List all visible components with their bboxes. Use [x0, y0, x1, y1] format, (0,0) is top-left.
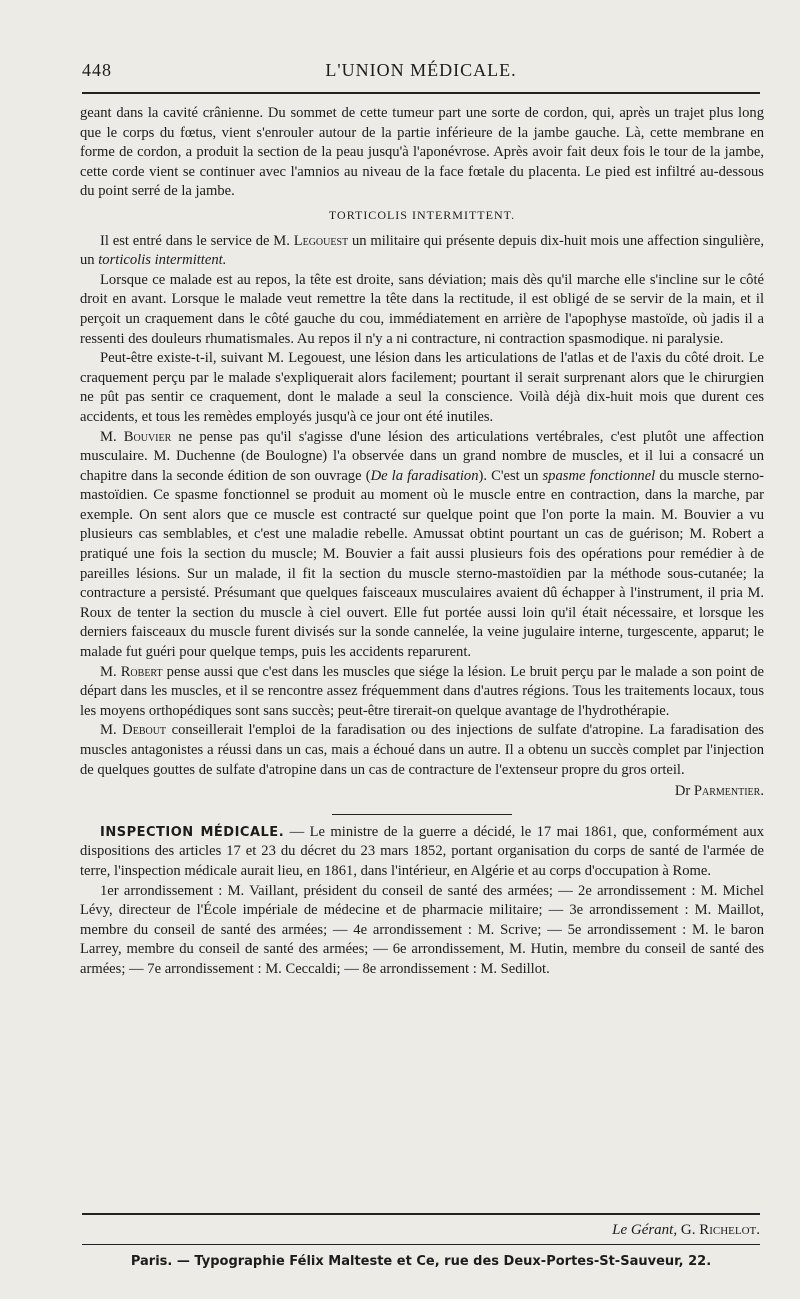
header-rule — [82, 92, 760, 94]
signature: Dr Parmentier. — [674, 783, 764, 800]
inspection-paragraph-2: 1er arrondissement : M. Vaillant, président du conseil de santé des armées; — 2e arrondissement : M. Michel Lévy, directeur de l'École impériale de médecine et de pharmacie militaire; — 3e arrondissement : M. Maillot, membre du conseil de santé des armées; — 4e arrondissement : M. Scrive; — 5e arrondissement : M. le baron Larrey, membre du conseil de santé des armées; — 6e arrondissement, M. Hutin, membre du conseil de santé des armées; — 7e arrondissement : M. Ceccaldi; — 8e arrondissement : M. Sedillot. — [80, 882, 764, 977]
page-number: 448 — [82, 60, 112, 80]
page-header — [82, 60, 760, 86]
torticolis-paragraph-4: M. Bouvier ne pense pas qu'il s'agisse d'une lésion des articulations vertébrales, c'est plutôt une affection musculaire. M. Duchenne (de Boulogne) l'a observée dans un grand nombre de muscles, et il lui a consacré un chapitre dans la seconde édition de son ouvrage (De la faradisation). C'est un spasme fonctionnel du muscle sterno-mastoïdien. Ce spasme fonctionnel se produit au moment où le muscle entre en contraction, dans la marche, par exemple. On sent alors que ce muscle est contracté sur quelque point que l'on porte la main. M. Bouvier a vu plusieurs cas semblables, et c'est une maladie rebelle. Amussat obtint pourtant un cas de guérison; M. Robert a pratiqué une fois la section du muscle; M. Bouvier a fait aussi plusieurs fois des opérations pour remédier à de pareilles lésions. Sur un malade, il fit la section du muscle sterno-mastoïdien par la méthode sous-cutanée; la contracture a persisté. Présumant que quelques faisceaux musculaires avaient dû échapper à l'instrument, il pria M. Roux de tenter la section du muscle à ciel ouvert. Elle fut portée aussi loin qu'il était nécessaire, et lorsque les derniers faisceaux du muscle furent divisés sur la sonde cannelée, la veine jugulaire interne, turgescente, apparut; le malade fut guéri pour quelque temps, puis les accidents reparurent. — [80, 428, 765, 661]
torticolis-paragraph-6: M. Debout conseillerait l'emploi de la faradisation ou des injections de sulfate d'atropine. La faradisation des muscles antagonistes a réussi dans un cas, mais a échoué dans un autre. Il a obtenu un succès complet par l'injection de quelques gouttes de sulfate d'atropine dans un cas de contracture de l'extenseur propre du gros orteil. — [80, 722, 764, 778]
author-name: Legouest — [293, 232, 349, 249]
author-name: Debout — [122, 722, 167, 739]
section-divider — [332, 814, 512, 815]
section-heading-torticolis: TORTICOLIS INTERMITTENT. — [328, 207, 516, 222]
author-name: Bouvier — [123, 428, 172, 445]
torticolis-paragraph-2: Lorsque ce malade est au repos, la tête est droite, sans déviation; mais dès qu'il marche elle s'incline sur le côté droit en avant. Lorsque le malade veut remettre la tête dans la rectitude, il est obligé de se servir de la main, et il perçoit un craquement dans le côté gauche du cou, immédiatement en arrière de l'apophyse mastoïde, où jadis il a ressenti des douleurs rhumatismales. Au repos il n'y a ni contracture, ni contraction spasmodique. ni paralysie. — [80, 271, 764, 347]
gerant-line: Le Gérant, G. Richelot. — [612, 1222, 760, 1238]
article-body — [80, 104, 764, 980]
printer-imprint: Paris. — Typographie Félix Malteste et Ce, rue des Deux-Portes-St-Sauveur, 22. — [130, 1254, 712, 1269]
torticolis-paragraph-1: Il est entré dans le service de M. Legouest un militaire qui présente depuis dix-huit mois une affection singulière, un torticolis intermittent. — [80, 232, 764, 269]
torticolis-paragraph-3: Peut-être existe-t-il, suivant M. Legouest, une lésion dans les articulations de l'atlas et de l'axis du côté droit. Le craquement perçu par le malade s'expliquerait alors facilement; pourtant il serait surprenant alors que le chirurgien ne pût pas sentir ce craquement, dont le malade a seul la conscience. Voilà déjà dix-huit mois que durent ces accidents, et tous les remèdes employés jusqu'à ce jour ont été inutiles. — [80, 350, 764, 425]
journal-title: L'UNION MÉDICALE. — [325, 60, 517, 80]
section-heading-inspection: INSPECTION MÉDICALE. — [100, 824, 285, 840]
torticolis-paragraph-5: M. Robert pense aussi que c'est dans les muscles que siége la lésion. Le bruit perçu par le malade a son point de départ dans les muscles, et il se rencontre assez fréquemment dans d'autres régions. Tous les traitements locaux, tous les moyens orthopédiques sont sans succès; peut-être tirerait-on quelque avantage de l'hydrothérapie. — [80, 663, 764, 719]
author-name: Robert — [120, 663, 163, 680]
inspection-paragraph-1: INSPECTION MÉDICALE. — Le ministre de la guerre a décidé, le 17 mai 1861, que, conformément aux dispositions des articles 17 et 23 du décret du 23 mars 1852, portant organisation du corps de santé de l'armée de terre, l'inspection médicale aurait lieu, en 1861, dans l'intérieur, en Algérie et au corps d'occupation à Rome. — [80, 823, 765, 879]
footer-rule-2 — [82, 1244, 760, 1245]
footer-rule — [82, 1213, 760, 1215]
intro-paragraph: geant dans la cavité crânienne. Du sommet de cette tumeur part une sorte de cordon, qui, après un trajet plus long que le corps du fœtus, vient s'enrouler autour de la partie inférieure de la jambe gauche. Là, cette membrane en forme de cordon, a produit la section de la peau jusqu'à l'aponévrose. Après avoir fait deux fois le tour de la jambe, cette corde vient se continuer avec l'amnios au niveau de la face fœtale du placenta. Le pied est infiltré au-dessous du point serré de la jambe. — [80, 105, 764, 200]
